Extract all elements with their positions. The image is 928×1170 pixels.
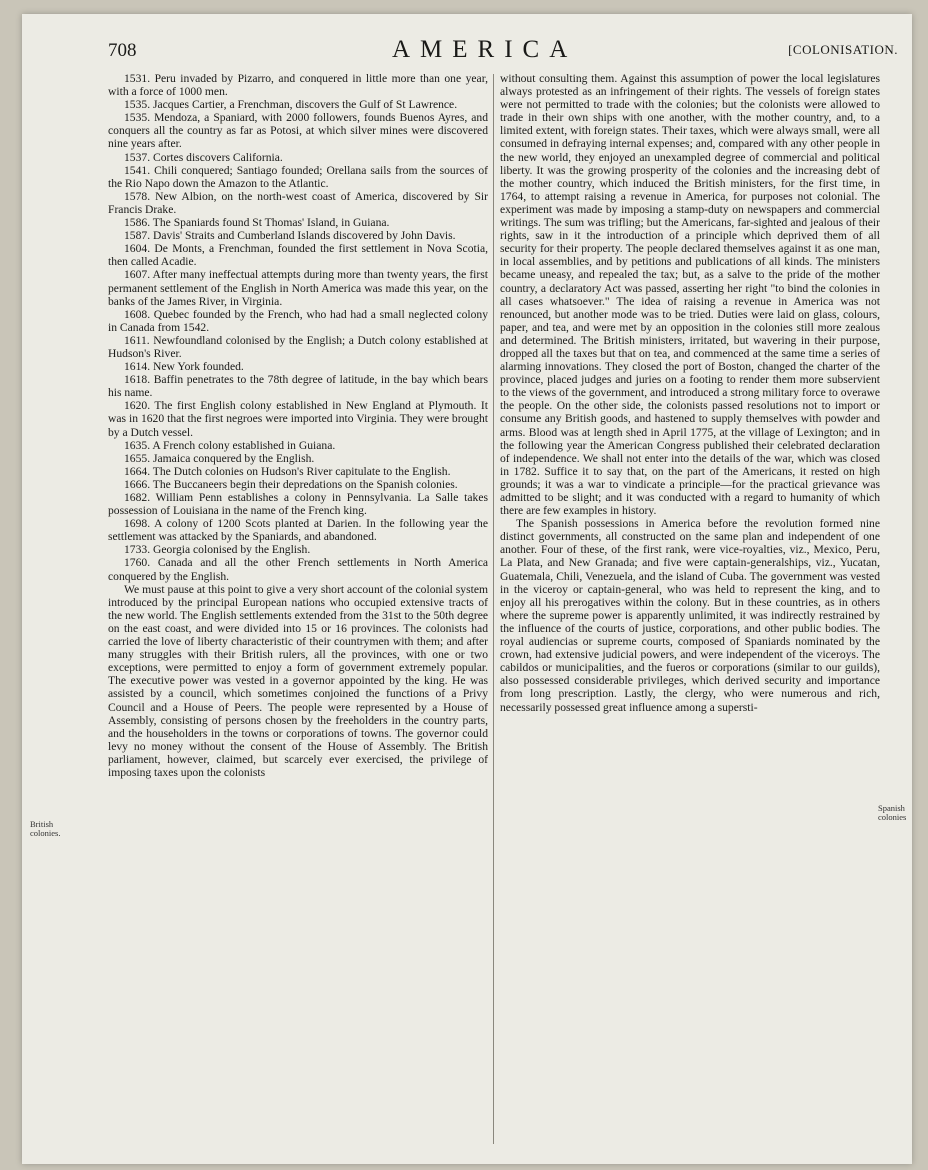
paragraph-text: Cortes discovers California.: [153, 150, 283, 164]
paragraph-text: New York founded.: [153, 360, 244, 374]
paragraph-text: We must pause at this point to give a very short account of the colonial system introduced by the principal European nations who occupied extensive tracts of the new world. The English settlements extended from the 31st to the 50th degree on the east coast, and were divided into 15 or 16 provinces. The colonists had carried the love of liberty characteristic of their countrymen with them; and after many struggles with their British rulers, all the provinces, with one or two exceptions, were permitted to enjoy a form of government extremely popular. The executive power was vested in a governor appointed by the king. He was assisted by a council, which sometimes conjoined the functions of a Privy Council and a House of Peers. The people were represented by a House of Assembly, consisting of persons chosen by the freeholders in the country parts, and the householders in the towns or corporations of towns. The governor could levy no money without the consent of the House of Assembly. The British parliament, however, claimed, but scarcely ever exercised, the privilege of imposing taxes upon the colonists: [108, 582, 488, 779]
entry-year: 1655.: [124, 451, 151, 465]
paragraph: [108, 517, 488, 543]
paragraph: [108, 478, 488, 491]
paragraph: [108, 465, 488, 478]
paragraph-text: A colony of 1200 Scots planted at Darien. In the following year the settlement was attacked by the Spaniards, and abandoned.: [108, 517, 488, 544]
entry-year: 1666.: [124, 477, 151, 491]
paragraph-text: Baffin penetrates to the 78th degree of latitude, in the bay which bears his name.: [108, 373, 488, 400]
paragraph-text: A French colony established in Guiana.: [152, 438, 336, 452]
paragraph-text: The Buccaneers begin their depredations on the Spanish colonies.: [152, 477, 458, 491]
paragraph-text: De Monts, a Frenchman, founded the first settlement in Nova Scotia, then called Acadie.: [108, 242, 488, 269]
running-title: AMERICA: [392, 36, 578, 63]
paragraph: [108, 491, 488, 517]
margin-note-spanish: Spanish colonies: [878, 803, 907, 822]
paragraph-text: Canada and all the other French settlements in North America conquered by the English.: [108, 556, 488, 583]
page-header: [22, 36, 912, 70]
entry-year: 1537.: [124, 150, 151, 164]
entry-year: 1535.: [124, 111, 151, 125]
paragraph-text: Quebec founded by the French, who had had a small neglected colony in Canada from 1542.: [108, 307, 488, 334]
paragraph: [108, 373, 488, 399]
entry-year: 1608.: [124, 307, 151, 321]
entry-year: 1733.: [124, 543, 151, 557]
paragraph: [108, 399, 488, 438]
section-title: [COLONISATION.: [788, 42, 898, 57]
entry-year: 1635.: [124, 438, 151, 452]
paragraph: [108, 151, 488, 164]
paragraph: [108, 216, 488, 229]
entry-year: 1604.: [124, 242, 151, 256]
entry-year: 1611.: [124, 333, 150, 347]
entry-year: 1531.: [124, 72, 151, 85]
entry-year: 1682.: [124, 491, 151, 504]
entry-year: 1614.: [124, 360, 151, 374]
entry-year: 1607.: [124, 268, 151, 282]
paragraph-text: The Spaniards found St Thomas' Island, in Guiana.: [152, 216, 390, 230]
paragraph: [108, 111, 488, 150]
paragraph-text: After many ineffectual attempts during more than twenty years, the first permanent settlement of the English in North America was made this year, on the banks of the James River, in Virginia.: [108, 268, 488, 308]
paragraph: [108, 556, 488, 582]
paragraph: [108, 360, 488, 373]
entry-year: 1541.: [124, 163, 151, 177]
paragraph: [108, 72, 488, 98]
paragraph-text: Peru invaded by Pizarro, and conquered in little more than one year, with a force of 1000 men.: [108, 72, 488, 99]
paragraph: [108, 190, 488, 216]
paragraph-text: Newfoundland colonised by the English; a Dutch colony established at Hudson's River.: [108, 333, 488, 360]
entry-year: 1578.: [124, 189, 151, 203]
paragraph: [500, 517, 880, 713]
paragraph-text: Davis' Straits and Cumberland Islands discovered by John Davis.: [153, 229, 456, 243]
entry-year: 1664.: [124, 464, 151, 478]
paragraph: [108, 229, 488, 242]
paragraph-text: Jamaica conquered by the English.: [153, 451, 315, 465]
entry-year: 1535.: [124, 98, 151, 112]
paragraph: [108, 543, 488, 556]
paragraph-text: Mendoza, a Spaniard, with 2000 followers, founds Buenos Ayres, and conquers all the country as far as Potosi, at which silver mines were discovered nine years after.: [108, 111, 488, 151]
book-page: [22, 14, 912, 1164]
paragraph: [500, 72, 880, 517]
entry-year: 1586.: [124, 216, 151, 230]
paragraph-text: Jacques Cartier, a Frenchman, discovers the Gulf of St Lawrence.: [153, 98, 458, 112]
paragraph: [108, 308, 488, 334]
page-number: 708: [108, 40, 137, 61]
paragraph-text: without consulting them. Against this assumption of power the local legislatures always protested as an infringement of their rights. The vessels of foreign states were not permitted to trade with the colonies; but the colonists were allowed to trade in their own ships with one another, with the mother country, and, to a limited extent, with foreign states. Their taxes, which were always small, were all consumed in defraying internal expenses; and, compared with any other people in the new world, they enjoyed an unexampled degree of commercial and political liberty. It was the growing prosperity of the colonies and the increasing debt of the mother country, which induced the British ministers, for the first time, in 1764, to attempt raising a revenue in America, for purposes not colonial. The experiment was made by imposing a stamp-duty on newspapers and commercial writings. The sum was trifling; but the Americans, far-sighted and jealous of their rights, saw in it the introduction of a principle which deprived them of all security for their property. The people declared themselves against it as one man, in local assemblies, and by petitions and publications of all kinds. The ministers became uneasy, and repealed the tax; but, as a salve to the pride of the mother country, a declaratory Act was passed, asserting her right "to bind the colonies in all cases whatsoever." The idea of raising a revenue in America was not renounced, but another mode was to be tried. Duties were laid on glass, colours, paper, and tea, and were met by an opposition in the colonies still more zealous and determined. The British ministers, irritated, but wavering in their purpose, dropped all the taxes but that on tea, and commenced at the same time a series of alarming innovations. They closed the port of Boston, changed the charter of the province, placed judges and juries on a footing to render them more subservient to the views of the government, and introduced a strong military force to overawe the people. On the other side, the colonists passed resolutions not to import or consume any British goods, and hastened to supply themselves with powder and arms. Blood was at length shed in April 1775, at the village of Lexington; and in the following year the American Congress published their celebrated declaration of independence. We shall not enter into the details of the war, which was closed in 1782. Suffice it to say that, on the part of the Americans, it rested on high grounds; it was a war to vindicate a principle—for the practical grievance was admitted to be slight; and it was conducted with a regard to humanity of which there are few examples in history.: [500, 72, 880, 518]
entry-year: 1587.: [124, 229, 151, 243]
entry-year: 1698.: [124, 517, 151, 531]
paragraph: [108, 268, 488, 307]
right-column: [500, 72, 880, 714]
paragraph: [108, 439, 488, 452]
margin-note-british: British colonies.: [30, 819, 61, 838]
paragraph-text: William Penn establishes a colony in Pennsylvania. La Salle takes possession of Louisiana in the name of the French king.: [108, 491, 488, 518]
paragraph: [108, 452, 488, 465]
entry-year: 1620.: [124, 399, 151, 413]
paragraph: [108, 583, 488, 779]
left-column: [108, 72, 488, 779]
paragraph: [108, 242, 488, 268]
paragraph: [108, 164, 488, 190]
entry-year: 1760.: [124, 556, 151, 570]
paragraph-text: Chili conquered; Santiago founded; Orellana sails from the sources of the Rio Napo down the Amazon to the Atlantic.: [108, 163, 488, 190]
paragraph: [108, 334, 488, 360]
paragraph-text: The Dutch colonies on Hudson's River capitulate to the English.: [152, 464, 451, 478]
paragraph-text: The first English colony established in New England at Plymouth. It was in 1620 that the first negroes were imported into Virginia. They were brought by a Dutch vessel.: [108, 399, 488, 439]
paragraph-text: New Albion, on the north-west coast of America, discovered by Sir Francis Drake.: [108, 189, 488, 216]
paragraph: [108, 98, 488, 111]
entry-year: 1618.: [124, 373, 151, 387]
paragraph-text: Georgia colonised by the English.: [153, 543, 311, 557]
paragraph-text: The Spanish possessions in America before the revolution formed nine distinct governments, all constructed on the same plan and independent of one another. Four of these, of the first rank, were vice-royalties, viz., Mexico, Peru, La Plata, and New Granada; and five were captain-generalships, viz., Yucatan, Guatemala, Chili, Venezuela, and the island of Cuba. The government was vested in the viceroy or captain-general, who was held to represent the king, and to enjoy all his prerogatives within the colony. But in these countries, as in others where the supreme power is apparently unlimited, it was indirectly restrained by the influence of the courts of justice, corporations, and other public bodies. The royal audiencias or supreme courts, composed of Spaniards nominated by the crown, had extensive judicial powers, and were independent of the viceroys. The cabildos or municipalities, and the fueros or corporations (similar to our guilds), also possessed considerable privileges, which derived security and importance from long prescription. Lastly, the clergy, who were numerous and rich, necessarily possessed great influence among a supersti-: [500, 517, 880, 714]
column-divider: [493, 74, 494, 1144]
